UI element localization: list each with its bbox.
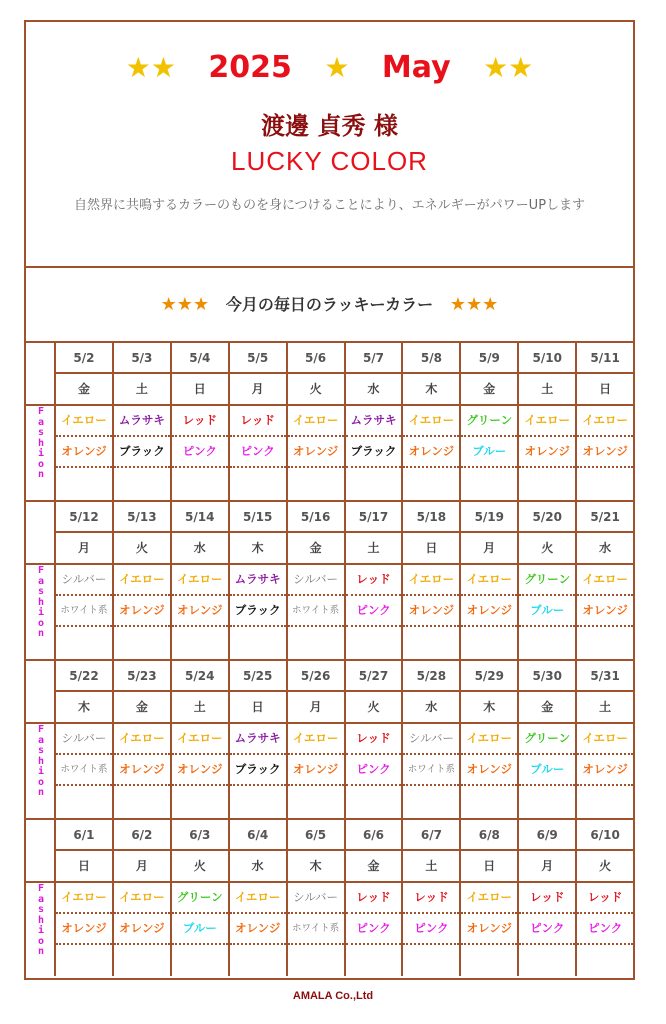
empty-cell <box>519 468 575 501</box>
day-column <box>288 343 346 500</box>
date-cell: 5/20 <box>519 502 575 533</box>
primary-color-cell: シルバー <box>288 883 344 914</box>
empty-cell <box>288 468 344 501</box>
weekday-cell: 金 <box>519 692 575 724</box>
empty-cell <box>172 468 228 501</box>
empty-cell <box>346 627 402 660</box>
empty-cell <box>461 468 517 501</box>
day-column <box>346 820 404 976</box>
day-column <box>230 502 288 659</box>
date-cell: 6/4 <box>230 820 286 851</box>
weekday-cell: 月 <box>461 533 517 565</box>
secondary-color-cell: オレンジ <box>172 755 228 786</box>
weekday-cell: 火 <box>519 533 575 565</box>
weekday-cell: 土 <box>114 374 170 406</box>
day-column <box>346 661 404 818</box>
empty-cell <box>114 468 170 501</box>
day-column <box>461 502 519 659</box>
day-column <box>519 820 577 976</box>
date-cell: 5/23 <box>114 661 170 692</box>
lucky-color-heading: LUCKY COLOR <box>231 146 428 176</box>
primary-color-cell: イエロー <box>172 565 228 596</box>
secondary-color-cell: オレンジ <box>56 914 112 945</box>
star-icon: ★ <box>324 51 350 84</box>
secondary-color-cell: オレンジ <box>461 755 517 786</box>
date-cell: 6/3 <box>172 820 228 851</box>
day-column <box>519 343 577 500</box>
date-cell: 5/19 <box>461 502 517 533</box>
empty-cell <box>519 786 575 819</box>
date-cell: 6/10 <box>577 820 633 851</box>
weekday-cell: 月 <box>56 533 112 565</box>
secondary-color-cell: ピンク <box>346 755 402 786</box>
year: 2025 <box>208 50 292 85</box>
secondary-color-cell: オレンジ <box>403 596 459 627</box>
primary-color-cell: ムラサキ <box>230 724 286 755</box>
weekday-cell: 土 <box>577 692 633 724</box>
date-cell: 5/7 <box>346 343 402 374</box>
weekday-cell: 土 <box>519 374 575 406</box>
weekday-cell: 金 <box>56 374 112 406</box>
weekday-cell: 水 <box>403 692 459 724</box>
empty-cell <box>230 945 286 978</box>
date-cell: 5/8 <box>403 343 459 374</box>
day-column <box>230 820 288 976</box>
primary-color-cell: グリーン <box>519 565 575 596</box>
empty-cell <box>56 627 112 660</box>
company-name: AMALA Co.,Ltd <box>292 990 374 1002</box>
day-column <box>403 661 461 818</box>
primary-color-cell: レッド <box>519 883 575 914</box>
weekday-cell: 日 <box>172 374 228 406</box>
day-column <box>114 343 172 500</box>
primary-color-cell: レッド <box>346 883 402 914</box>
weekday-cell: 木 <box>288 851 344 883</box>
date-cell: 5/18 <box>403 502 459 533</box>
week-block <box>26 820 633 976</box>
primary-color-cell: ムラサキ <box>114 406 170 437</box>
empty-cell <box>519 945 575 978</box>
primary-color-cell: グリーン <box>172 883 228 914</box>
date-cell: 5/30 <box>519 661 575 692</box>
header <box>26 22 633 268</box>
day-column <box>172 502 230 659</box>
weekday-cell: 金 <box>461 374 517 406</box>
primary-color-cell: グリーン <box>461 406 517 437</box>
empty-cell <box>577 786 633 819</box>
weekday-cell: 木 <box>403 374 459 406</box>
weekday-cell: 水 <box>230 851 286 883</box>
secondary-color-cell: オレンジ <box>403 437 459 468</box>
day-column <box>346 502 404 659</box>
calendar-frame <box>24 20 635 980</box>
secondary-color-cell: オレンジ <box>56 437 112 468</box>
date-cell: 5/12 <box>56 502 112 533</box>
primary-color-cell: イエロー <box>288 406 344 437</box>
weekday-cell: 火 <box>172 851 228 883</box>
secondary-color-cell: オレンジ <box>288 437 344 468</box>
weekday-cell: 日 <box>403 533 459 565</box>
date-cell: 6/7 <box>403 820 459 851</box>
date-cell: 5/14 <box>172 502 228 533</box>
week-block <box>26 661 633 820</box>
page-title <box>26 46 633 90</box>
day-column <box>230 343 288 500</box>
section-title <box>26 268 633 343</box>
date-cell: 5/9 <box>461 343 517 374</box>
date-cell: 5/13 <box>114 502 170 533</box>
empty-cell <box>346 786 402 819</box>
secondary-color-cell: オレンジ <box>114 914 170 945</box>
empty-cell <box>403 468 459 501</box>
date-cell: 6/2 <box>114 820 170 851</box>
primary-color-cell: シルバー <box>56 724 112 755</box>
primary-color-cell: イエロー <box>288 724 344 755</box>
secondary-color-cell: オレンジ <box>519 437 575 468</box>
date-cell: 5/10 <box>519 343 575 374</box>
primary-color-cell: イエロー <box>114 883 170 914</box>
day-column <box>56 661 114 818</box>
weekday-cell: 木 <box>230 533 286 565</box>
date-cell: 5/28 <box>403 661 459 692</box>
empty-cell <box>172 627 228 660</box>
day-column <box>519 502 577 659</box>
primary-color-cell: イエロー <box>403 565 459 596</box>
weekday-cell: 金 <box>114 692 170 724</box>
day-column <box>114 820 172 976</box>
secondary-color-cell: ホワイト系 <box>56 596 112 627</box>
primary-color-cell: レッド <box>346 565 402 596</box>
weekday-cell: 月 <box>114 851 170 883</box>
date-cell: 5/5 <box>230 343 286 374</box>
day-column <box>288 502 346 659</box>
side-header-cell <box>26 661 54 724</box>
secondary-color-cell: ホワイト系 <box>288 914 344 945</box>
primary-color-cell: イエロー <box>172 724 228 755</box>
weekday-cell: 木 <box>461 692 517 724</box>
empty-cell <box>288 786 344 819</box>
day-column <box>172 661 230 818</box>
empty-cell <box>230 786 286 819</box>
empty-cell <box>230 468 286 501</box>
weekday-cell: 土 <box>346 533 402 565</box>
side-column <box>26 343 56 500</box>
weekday-cell: 土 <box>403 851 459 883</box>
date-cell: 6/9 <box>519 820 575 851</box>
day-column <box>403 343 461 500</box>
empty-cell <box>403 786 459 819</box>
day-column <box>230 661 288 818</box>
day-column <box>288 661 346 818</box>
day-column <box>172 343 230 500</box>
weekday-cell: 月 <box>288 692 344 724</box>
secondary-color-cell: オレンジ <box>577 596 633 627</box>
empty-cell <box>288 945 344 978</box>
secondary-color-cell: ブラック <box>230 596 286 627</box>
primary-color-cell: レッド <box>172 406 228 437</box>
day-column <box>56 502 114 659</box>
empty-cell <box>519 627 575 660</box>
empty-cell <box>577 627 633 660</box>
weekday-cell: 水 <box>346 374 402 406</box>
secondary-color-cell: ホワイト系 <box>288 596 344 627</box>
fashion-label: Fashion <box>37 565 45 639</box>
day-column <box>403 820 461 976</box>
secondary-color-cell: ブラック <box>114 437 170 468</box>
weekday-cell: 金 <box>346 851 402 883</box>
weekday-cell: 木 <box>56 692 112 724</box>
side-header-cell <box>26 820 54 883</box>
day-column <box>577 820 633 976</box>
secondary-color-cell: オレンジ <box>288 755 344 786</box>
empty-cell <box>56 786 112 819</box>
weekday-cell: 月 <box>519 851 575 883</box>
secondary-color-cell: オレンジ <box>577 437 633 468</box>
secondary-color-cell: ホワイト系 <box>56 755 112 786</box>
date-cell: 5/3 <box>114 343 170 374</box>
date-cell: 5/2 <box>56 343 112 374</box>
date-cell: 5/16 <box>288 502 344 533</box>
secondary-color-cell: ブルー <box>461 437 517 468</box>
date-cell: 5/25 <box>230 661 286 692</box>
day-column <box>403 502 461 659</box>
empty-cell <box>172 786 228 819</box>
empty-cell <box>461 945 517 978</box>
date-cell: 5/29 <box>461 661 517 692</box>
day-column <box>519 661 577 818</box>
fashion-label: Fashion <box>37 406 45 480</box>
primary-color-cell: ムラサキ <box>346 406 402 437</box>
primary-color-cell: グリーン <box>519 724 575 755</box>
primary-color-cell: ムラサキ <box>230 565 286 596</box>
day-column <box>172 820 230 976</box>
day-column <box>288 820 346 976</box>
empty-cell <box>346 945 402 978</box>
day-column <box>114 661 172 818</box>
day-column <box>56 820 114 976</box>
fashion-label: Fashion <box>37 883 45 957</box>
day-column <box>461 661 519 818</box>
day-column <box>346 343 404 500</box>
empty-cell <box>230 627 286 660</box>
primary-color-cell: レッド <box>403 883 459 914</box>
empty-cell <box>114 627 170 660</box>
empty-cell <box>56 468 112 501</box>
date-cell: 5/27 <box>346 661 402 692</box>
primary-color-cell: レッド <box>230 406 286 437</box>
side-column <box>26 502 56 659</box>
day-column <box>461 820 519 976</box>
day-column <box>577 343 633 500</box>
primary-color-cell: イエロー <box>403 406 459 437</box>
side-header-cell <box>26 502 54 565</box>
section-title-text: 今月の毎日のラッキーカラー <box>225 295 434 314</box>
secondary-color-cell: オレンジ <box>114 596 170 627</box>
secondary-color-cell: ブラック <box>230 755 286 786</box>
primary-color-cell: レッド <box>346 724 402 755</box>
empty-cell <box>346 468 402 501</box>
primary-color-cell: シルバー <box>56 565 112 596</box>
primary-color-cell: シルバー <box>403 724 459 755</box>
primary-color-cell: イエロー <box>56 406 112 437</box>
day-column <box>577 661 633 818</box>
date-cell: 6/1 <box>56 820 112 851</box>
star-icon: ★★ <box>125 51 176 84</box>
secondary-color-cell: オレンジ <box>172 596 228 627</box>
primary-color-cell: イエロー <box>114 565 170 596</box>
weekday-cell: 火 <box>114 533 170 565</box>
primary-color-cell: イエロー <box>461 724 517 755</box>
weekday-cell: 金 <box>288 533 344 565</box>
secondary-color-cell: ピンク <box>403 914 459 945</box>
date-cell: 6/8 <box>461 820 517 851</box>
weekday-cell: 日 <box>230 692 286 724</box>
primary-color-cell: イエロー <box>56 883 112 914</box>
secondary-color-cell: ピンク <box>577 914 633 945</box>
primary-color-cell: シルバー <box>288 565 344 596</box>
star-icon: ★★★ <box>160 294 210 315</box>
date-cell: 5/26 <box>288 661 344 692</box>
primary-color-cell: イエロー <box>577 724 633 755</box>
empty-cell <box>114 786 170 819</box>
empty-cell <box>577 468 633 501</box>
empty-cell <box>114 945 170 978</box>
empty-cell <box>403 627 459 660</box>
secondary-color-cell: ピンク <box>519 914 575 945</box>
calendar-grid <box>26 343 633 976</box>
description: 自然界に共鳴するカラーのものを身につけることにより、エネルギーがパワーUPします <box>73 198 586 213</box>
weekday-cell: 火 <box>577 851 633 883</box>
side-column <box>26 661 56 818</box>
date-cell: 5/24 <box>172 661 228 692</box>
primary-color-cell: イエロー <box>461 883 517 914</box>
weekday-cell: 水 <box>172 533 228 565</box>
empty-cell <box>403 945 459 978</box>
fashion-label: Fashion <box>37 724 45 798</box>
secondary-color-cell: ブルー <box>172 914 228 945</box>
weekday-cell: 日 <box>56 851 112 883</box>
day-column <box>56 343 114 500</box>
weekday-cell: 火 <box>288 374 344 406</box>
secondary-color-cell: ピンク <box>346 596 402 627</box>
empty-cell <box>172 945 228 978</box>
secondary-color-cell: ピンク <box>230 437 286 468</box>
empty-cell <box>56 945 112 978</box>
date-cell: 5/6 <box>288 343 344 374</box>
primary-color-cell: イエロー <box>577 406 633 437</box>
star-icon: ★★ <box>483 51 534 84</box>
date-cell: 6/6 <box>346 820 402 851</box>
empty-cell <box>461 786 517 819</box>
date-cell: 5/4 <box>172 343 228 374</box>
secondary-color-cell: ピンク <box>346 914 402 945</box>
weekday-cell: 水 <box>577 533 633 565</box>
month: May <box>381 50 451 85</box>
star-icon: ★★★ <box>449 294 499 315</box>
primary-color-cell: レッド <box>577 883 633 914</box>
empty-cell <box>461 627 517 660</box>
weekday-cell: 日 <box>577 374 633 406</box>
secondary-color-cell: オレンジ <box>577 755 633 786</box>
empty-cell <box>288 627 344 660</box>
secondary-color-cell: オレンジ <box>461 914 517 945</box>
date-cell: 5/31 <box>577 661 633 692</box>
primary-color-cell: イエロー <box>461 565 517 596</box>
primary-color-cell: イエロー <box>577 565 633 596</box>
empty-cell <box>577 945 633 978</box>
day-column <box>461 343 519 500</box>
primary-color-cell: イエロー <box>230 883 286 914</box>
date-cell: 5/22 <box>56 661 112 692</box>
weekday-cell: 火 <box>346 692 402 724</box>
secondary-color-cell: オレンジ <box>230 914 286 945</box>
secondary-color-cell: ブラック <box>346 437 402 468</box>
primary-color-cell: イエロー <box>114 724 170 755</box>
week-block <box>26 343 633 502</box>
date-cell: 5/11 <box>577 343 633 374</box>
date-cell: 5/21 <box>577 502 633 533</box>
side-column <box>26 820 56 976</box>
weekday-cell: 日 <box>461 851 517 883</box>
primary-color-cell: イエロー <box>519 406 575 437</box>
secondary-color-cell: オレンジ <box>461 596 517 627</box>
day-column <box>577 502 633 659</box>
secondary-color-cell: ブルー <box>519 596 575 627</box>
side-header-cell <box>26 343 54 406</box>
date-cell: 6/5 <box>288 820 344 851</box>
secondary-color-cell: ピンク <box>172 437 228 468</box>
date-cell: 5/17 <box>346 502 402 533</box>
date-cell: 5/15 <box>230 502 286 533</box>
secondary-color-cell: オレンジ <box>114 755 170 786</box>
day-column <box>114 502 172 659</box>
weekday-cell: 月 <box>230 374 286 406</box>
secondary-color-cell: ホワイト系 <box>403 755 459 786</box>
weekday-cell: 土 <box>172 692 228 724</box>
week-block <box>26 502 633 661</box>
customer-name: 渡邊 貞秀 様 <box>261 112 398 140</box>
secondary-color-cell: ブルー <box>519 755 575 786</box>
